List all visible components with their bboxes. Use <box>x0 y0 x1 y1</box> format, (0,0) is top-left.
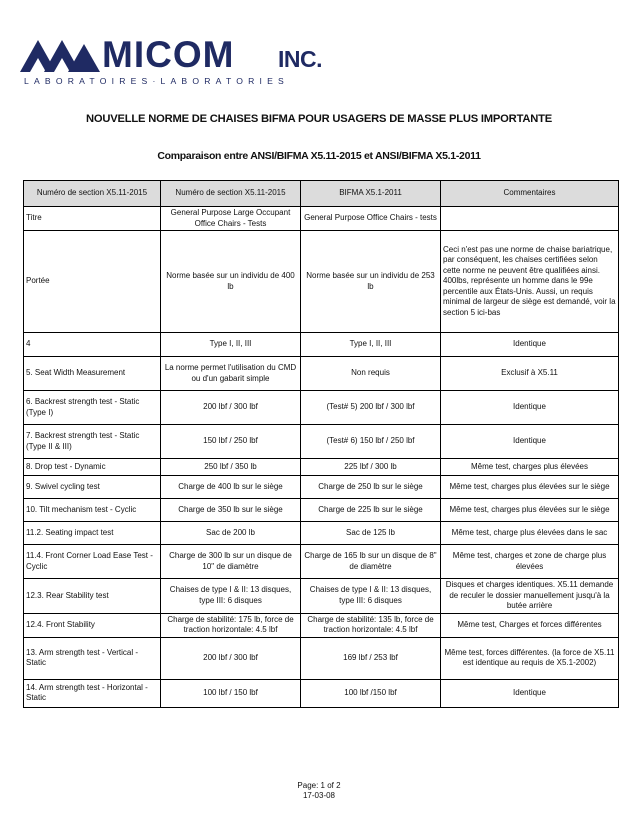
row-comment: Même test, charges plus élevées <box>441 459 619 476</box>
logo-inc: INC. <box>278 46 322 72</box>
document-title: NOUVELLE NORME DE CHAISES BIFMA POUR USAGERS DE MASSE PLUS IMPORTANTE <box>85 113 553 125</box>
row-comment: Identique <box>441 679 619 707</box>
table-row <box>24 545 619 579</box>
row-x51-value: Non requis <box>301 357 441 391</box>
table-body <box>24 207 619 708</box>
row-section: 5. Seat Width Measurement <box>24 357 161 391</box>
row-comment <box>441 207 619 231</box>
row-comment: Même test, charges et zone de charge plus élevées <box>441 545 619 579</box>
logo-wordmark: MICOM <box>102 34 235 75</box>
row-x511-value: Type I, II, III <box>161 333 301 357</box>
table-row <box>24 476 619 499</box>
row-section: 12.4. Front Stability <box>24 613 161 637</box>
table-row <box>24 333 619 357</box>
row-x511-value: Norme basée sur un individu de 400 lb <box>161 231 301 333</box>
row-section: 9. Swivel cycling test <box>24 476 161 499</box>
header-section-x511: Numéro de section X5.11-2015 <box>24 181 161 207</box>
row-comment: Identique <box>441 391 619 425</box>
row-comment: Même test, charges plus élevées sur le siège <box>441 499 619 522</box>
row-section: 8. Drop test - Dynamic <box>24 459 161 476</box>
row-comment: Même test, Charges et forces différentes <box>441 613 619 637</box>
row-x51-value: (Test# 5) 200 lbf / 300 lbf <box>301 391 441 425</box>
page-number: Page: 1 of 2 <box>297 781 341 790</box>
table-row <box>24 637 619 679</box>
comparison-table <box>23 180 619 708</box>
row-section: 7. Backrest strength test - Static (Type II & III) <box>24 425 161 459</box>
row-x51-value: Charge de 250 lb sur le siège <box>301 476 441 499</box>
row-comment: Identique <box>441 333 619 357</box>
row-x511-value: Charge de 350 lb sur le siège <box>161 499 301 522</box>
row-section: 4 <box>24 333 161 357</box>
row-section: 11.2. Seating impact test <box>24 522 161 545</box>
row-x51-value: General Purpose Office Chairs - tests <box>301 207 441 231</box>
row-x51-value: Type I, II, III <box>301 333 441 357</box>
row-x511-value: Charge de 300 lb sur un disque de 10" de diamètre <box>161 545 301 579</box>
table-row <box>24 499 619 522</box>
row-comment: Ceci n'est pas une norme de chaise bariatrique, par conséquent, les chaises certifiées selon cette norme ne peuvent être qualifiées ainsi. 400lbs, représente un homme dans le 99e percentile aux États-Unis. Aussi, un requis minimal de largeur de siège est demandé, voir la section 5 ici-bas <box>441 231 619 333</box>
row-comment: Disques et charges identiques. X5.11 demande de reculer le dossier manuellement jusqu'à la butée arrière <box>441 579 619 614</box>
row-section: Portée <box>24 231 161 333</box>
micom-logo <box>20 34 360 90</box>
row-x51-value: (Test# 6) 150 lbf / 250 lbf <box>301 425 441 459</box>
logo-tagline: LABORATOIRES·LABORATORIES <box>24 76 289 86</box>
table-row <box>24 459 619 476</box>
row-x51-value: Norme basée sur un individu de 253 lb <box>301 231 441 333</box>
table-row <box>24 231 619 333</box>
page-footer <box>0 781 638 801</box>
header-comments: Commentaires <box>441 181 619 207</box>
header-bifma-x51: BIFMA X5.1-2011 <box>301 181 441 207</box>
micom-triangles-logo-icon <box>20 38 104 74</box>
row-section: 10. Tilt mechanism test - Cyclic <box>24 499 161 522</box>
row-x511-value: 200 lbf / 300 lbf <box>161 391 301 425</box>
row-section: 12.3. Rear Stability test <box>24 579 161 614</box>
row-comment: Même test, charge plus élevées dans le sac <box>441 522 619 545</box>
document-subtitle: Comparaison entre ANSI/BIFMA X5.11-2015 et ANSI/BIFMA X5.1-2011 <box>157 150 481 162</box>
row-section: Titre <box>24 207 161 231</box>
table-row <box>24 522 619 545</box>
row-x511-value: Chaises de type I & II: 13 disques, type III: 6 disques <box>161 579 301 614</box>
row-comment: Identique <box>441 425 619 459</box>
table-row <box>24 357 619 391</box>
table-row <box>24 391 619 425</box>
row-x511-value: Sac de 200 lb <box>161 522 301 545</box>
row-x51-value: Charge de 225 lb sur le siège <box>301 499 441 522</box>
row-x511-value: 200 lbf / 300 lbf <box>161 637 301 679</box>
row-x51-value: Chaises de type I & II: 13 disques, type III: 6 disques <box>301 579 441 614</box>
row-section: 14. Arm strength test - Horizontal - Static <box>24 679 161 707</box>
table-row <box>24 679 619 707</box>
row-x51-value: 169 lbf / 253 lbf <box>301 637 441 679</box>
row-section: 13. Arm strength test - Vertical - Static <box>24 637 161 679</box>
row-x511-value: Charge de stabilité: 175 lb, force de traction horizontale: 4.5 lbf <box>161 613 301 637</box>
row-x51-value: 100 lbf /150 lbf <box>301 679 441 707</box>
table-row <box>24 613 619 637</box>
row-x51-value: Charge de 165 lb sur un disque de 8" de diamètre <box>301 545 441 579</box>
row-x511-value: La norme permet l'utilisation du CMD ou d'un gabarit simple <box>161 357 301 391</box>
row-comment: Exclusif à X5.11 <box>441 357 619 391</box>
row-x51-value: 225 lbf / 300 lb <box>301 459 441 476</box>
row-x511-value: General Purpose Large Occupant Office Chairs - Tests <box>161 207 301 231</box>
table-row <box>24 579 619 614</box>
row-x511-value: 100 lbf / 150 lbf <box>161 679 301 707</box>
row-x51-value: Charge de stabilité: 135 lb, force de traction horizontale: 4.5 lbf <box>301 613 441 637</box>
row-section: 11.4. Front Corner Load Ease Test - Cyclic <box>24 545 161 579</box>
table-header <box>24 181 619 207</box>
header-section-x511-b: Numéro de section X5.11-2015 <box>161 181 301 207</box>
row-comment: Même test, charges plus élevées sur le siège <box>441 476 619 499</box>
table-row <box>24 207 619 231</box>
row-section: 6. Backrest strength test - Static (Type I) <box>24 391 161 425</box>
row-x511-value: Charge de 400 lb sur le siège <box>161 476 301 499</box>
footer-date: 17-03-08 <box>302 791 336 800</box>
row-x511-value: 250 lbf / 350 lb <box>161 459 301 476</box>
table-row <box>24 425 619 459</box>
row-comment: Même test, forces différentes. (la force de X5.11 est identique au requis de X5.1-2002) <box>441 637 619 679</box>
row-x511-value: 150 lbf / 250 lbf <box>161 425 301 459</box>
row-x51-value: Sac de 125 lb <box>301 522 441 545</box>
